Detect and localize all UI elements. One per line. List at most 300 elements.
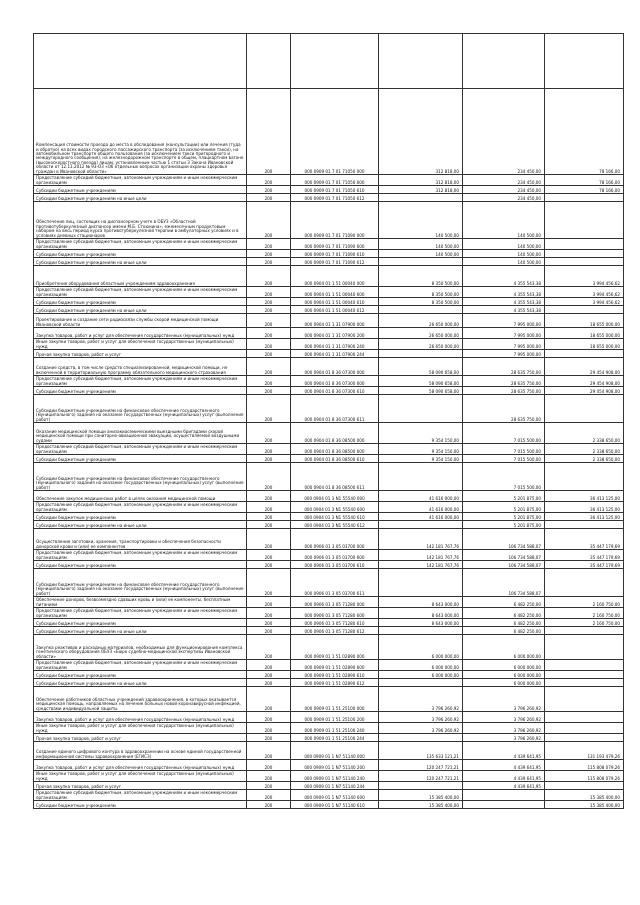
row-remaining-cell [545,395,624,423]
table-row [34,306,624,314]
row-executed-cell: 140 500,00 [463,250,545,258]
row-name-cell: Оказание медицинской помощи анизакиасемическими выездными бригадами скорой медицинской помощи при санитарно-авиационной эвакуации, осуществляемой воздушными судами [34,423,247,444]
row-name-cell: Субсидии бюджетным учреждениям [34,455,247,463]
row-classification-cell: 000 0909 01 7 01 71090 000 [291,202,379,239]
row-executed-cell: 7 995 000,00 [463,328,545,339]
table-row [34,239,624,250]
row-code-cell: 200 [247,529,291,550]
row-amount-cell: 26 650 000,00 [379,339,463,350]
table-row [34,635,624,660]
row-classification-cell: 000 0904 01 1 31 07900 244 [291,350,379,358]
row-classification-cell: 000 0906 01 3 05 03700 611 [291,569,379,597]
row-name-cell: Иные закупки товаров, работ и услуг для обеспечения государственных (муниципальных) нужд [34,771,247,782]
row-remaining-cell: 2 160 750,00 [545,619,624,627]
row-name-cell: Субсидии бюджетным учреждениям на финансовое обеспечение государственного (муниципального) задания на оказание государственных (муниципальных) услуг (выполнение работ) [34,463,247,491]
row-classification-cell: 000 0909 01 1 N7 51140 610 [291,801,379,809]
row-classification-cell: 000 0906 01 3 05 71280 612 [291,627,379,635]
row-remaining-cell: 2 338 650,00 [545,444,624,455]
row-code-cell: 200 [247,298,291,306]
row-code-cell: 200 [247,627,291,635]
row-name-cell: Обеспечение работников областных учреждений здравоохранения, в которых оказывается медицинская помощь, направляемых на лечение больных новой коронавирусной инфекцией, средствами индивидуальной защиты [34,687,247,712]
row-amount-cell: 120 247 721,21 [379,760,463,771]
row-code-cell: 200 [247,790,291,801]
row-executed-cell: 4 355 543,38 [463,287,545,298]
row-amount-cell: 120 247 721,21 [379,771,463,782]
row-name-cell: Предоставление субсидий бюджетным, автономным учреждениям и иным некоммерческим организациям [34,444,247,455]
row-remaining-cell: 78 166,00 [545,89,624,175]
row-executed-cell: 140 500,00 [463,202,545,239]
table-row [34,734,624,742]
row-amount-cell: 6 000 000,00 [379,635,463,660]
row-classification-cell: 000 0904 01 8 36 07300 611 [291,395,379,423]
row-classification-cell: 000 0909 01 1 N7 51140 200 [291,760,379,771]
table-row [34,608,624,619]
row-executed-cell [463,790,545,801]
row-classification-cell: 000 0904 01 1 31 07900 240 [291,339,379,350]
row-executed-cell [463,801,545,809]
row-remaining-cell [545,569,624,597]
table-row [34,194,624,202]
row-amount-cell [379,463,463,491]
row-executed-cell: 234 450,00 [463,194,545,202]
row-classification-cell: 000 0909 01 1 51 02890 610 [291,671,379,679]
header-cell [34,34,247,89]
row-name-cell: Предоставление субсидий бюджетным, автономным учреждениям и иным некоммерческим организациям [34,239,247,250]
row-amount-cell: 26 650 000,00 [379,328,463,339]
row-executed-cell: 106 734 588,07 [463,529,545,550]
row-amount-cell: 41 616 000,00 [379,491,463,502]
row-remaining-cell [545,258,624,266]
row-classification-cell: 000 0906 01 3 05 03700 610 [291,561,379,569]
row-name-cell: Предоставление субсидий бюджетным, автономным учреждениям и иным некоммерческим организациям [34,790,247,801]
row-code-cell: 200 [247,202,291,239]
row-name-cell: Субсидии бюджетным учреждениям на иные цели [34,194,247,202]
row-executed-cell: 28 635 750,00 [463,387,545,395]
row-name-cell: Субсидии бюджетным учреждениям на финансовое обеспечение государственного (муниципального) задания на оказание государственных (муниципальных) услуг (выполнение работ) [34,569,247,597]
row-executed-cell: 5 201 875,00 [463,521,545,529]
row-remaining-cell: 18 655 000,00 [545,328,624,339]
table-row [34,742,624,760]
row-remaining-cell [545,521,624,529]
row-remaining-cell [545,627,624,635]
row-classification-cell: 000 0904 01 8 36 08500 610 [291,455,379,463]
row-amount-cell: 58 090 658,00 [379,387,463,395]
row-amount-cell [379,258,463,266]
row-code-cell: 200 [247,194,291,202]
row-name-cell: Прочая закупка товаров, работ и услуг [34,350,247,358]
row-classification-cell: 000 0904 01 8 36 08500 600 [291,444,379,455]
row-classification-cell: 000 0904 01 3 N1 55540 612 [291,521,379,529]
row-code-cell: 200 [247,712,291,723]
row-amount-cell: 58 090 658,00 [379,376,463,387]
row-code-cell: 200 [247,491,291,502]
row-classification-cell: 000 0904 01 8 36 07300 600 [291,376,379,387]
row-executed-cell: 234 450,00 [463,186,545,194]
row-code-cell: 200 [247,742,291,760]
table-row [34,550,624,561]
row-name-cell: Закупка реактивов и расходных материалов, необходимых для функционирования комплекса генетического оборудования ОБУЗ «Бюро судебно-медицинской экспертизы Ивановской области» [34,635,247,660]
row-remaining-cell [545,239,624,250]
table-row [34,790,624,801]
row-remaining-cell: 115 808 079,26 [545,771,624,782]
row-executed-cell: 6 000 000,00 [463,635,545,660]
row-name-cell: Субсидии бюджетным учреждениям на иные цели [34,627,247,635]
table-row [34,89,624,175]
row-amount-cell: 312 818,00 [379,186,463,194]
row-classification-cell: 000 0909 01 7 01 71090 612 [291,258,379,266]
row-amount-cell [379,395,463,423]
row-remaining-cell [545,350,624,358]
row-code-cell: 200 [247,314,291,328]
row-remaining-cell [545,723,624,734]
row-remaining-cell: 35 447 179,69 [545,550,624,561]
row-executed-cell: 6 000 000,00 [463,660,545,671]
table-row [34,202,624,239]
row-amount-cell: 142 181 767,76 [379,529,463,550]
row-executed-cell: 28 635 750,00 [463,358,545,376]
row-code-cell: 200 [247,561,291,569]
header-cell [379,34,463,89]
row-remaining-cell: 29 454 908,00 [545,358,624,376]
row-amount-cell: 8 643 000,00 [379,597,463,608]
row-remaining-cell: 131 193 479,26 [545,742,624,760]
row-remaining-cell: 115 808 079,26 [545,760,624,771]
table-row [34,266,624,287]
row-name-cell: Осуществление заготовки, хранения, транспортировки и обеспечения безопасности донорской крови и (или) ее компонентов [34,529,247,550]
row-code-cell: 200 [247,760,291,771]
header-cell [545,34,624,89]
row-amount-cell: 140 500,00 [379,250,463,258]
row-code-cell: 200 [247,771,291,782]
row-code-cell: 200 [247,89,291,175]
row-amount-cell: 8 350 500,00 [379,287,463,298]
row-remaining-cell: 78 166,00 [545,175,624,186]
row-name-cell: Субсидии бюджетным учреждениям [34,801,247,809]
row-code-cell: 200 [247,597,291,608]
table-row [34,569,624,597]
row-name-cell: Закупка товаров, работ и услуг для обеспечения государственных (муниципальных) нужд [34,760,247,771]
row-executed-cell: 4 439 641,95 [463,742,545,760]
row-name-cell: Субсидии бюджетным учреждениям [34,186,247,194]
row-name-cell: Субсидии бюджетным учреждениям на иные цели [34,521,247,529]
row-amount-cell [379,350,463,358]
row-code-cell: 200 [247,444,291,455]
row-amount-cell: 58 090 658,00 [379,358,463,376]
row-code-cell: 200 [247,608,291,619]
row-code-cell: 200 [247,660,291,671]
budget-table-body [34,34,624,809]
row-name-cell: Субсидии бюджетным учреждениям [34,387,247,395]
row-classification-cell: 000 0906 01 3 05 71280 610 [291,619,379,627]
row-name-cell: Субсидии бюджетным учреждениям на финансовое обеспечение государственного (муниципального) задания на оказание государственных (муниципальных) услуг (выполнение работ) [34,395,247,423]
table-header-row [34,34,624,89]
table-row [34,529,624,550]
table-row [34,298,624,306]
row-name-cell: Субсидии бюджетным учреждениям [34,561,247,569]
row-executed-cell: 106 734 588,07 [463,561,545,569]
table-row [34,597,624,608]
row-classification-cell: 000 0904 01 8 36 08500 611 [291,463,379,491]
row-amount-cell: 9 354 150,00 [379,455,463,463]
row-amount-cell: 9 354 150,00 [379,444,463,455]
table-row [34,782,624,790]
row-remaining-cell [545,671,624,679]
row-remaining-cell [545,202,624,239]
row-code-cell: 200 [247,455,291,463]
row-executed-cell: 4 355 543,38 [463,266,545,287]
row-code-cell: 200 [247,395,291,423]
row-name-cell: Иные закупки товаров, работ и услуг для обеспечения государственных (муниципальных) нужд [34,339,247,350]
table-row [34,175,624,186]
row-amount-cell [379,194,463,202]
row-executed-cell: 3 796 260,92 [463,723,545,734]
row-name-cell: Компенсация стоимости проезда до места в обследования (консультации) или лечения (туда и обратно) на всех видах городского пассажирского транспорта (за исключением такси), на автомобильном транспорте общего пользования (за исключением такси пригородного и междугородного сообщения), на железнодорожном транспорте в общем, плацкартном вагоне (высокоскоростного поезда) лицам, установленным частью 1 статьи 3 Закона Ивановской области от 12.11.2012 № 93-ОЗ «Об отдельных вопросах организации охраны здоровья граждан в Ивановской области» [34,89,247,175]
header-cell [463,34,545,89]
row-executed-cell: 5 201 875,00 [463,502,545,513]
row-executed-cell: 106 734 588,07 [463,550,545,561]
table-row [34,444,624,455]
row-code-cell: 200 [247,521,291,529]
row-remaining-cell [545,463,624,491]
row-executed-cell: 5 201 875,00 [463,491,545,502]
table-row [34,314,624,328]
row-name-cell: Предоставление субсидий бюджетным, автономным учреждениям и иным некоммерческим организациям [34,175,247,186]
table-row [34,287,624,298]
row-executed-cell: 3 796 260,92 [463,734,545,742]
row-code-cell: 200 [247,239,291,250]
table-row [34,627,624,635]
row-code-cell: 200 [247,569,291,597]
table-row [34,250,624,258]
row-executed-cell: 7 995 000,00 [463,314,545,328]
row-remaining-cell: 2 160 750,00 [545,608,624,619]
row-code-cell: 200 [247,723,291,734]
row-remaining-cell [545,712,624,723]
header-cell [247,34,291,89]
row-classification-cell: 000 0904 01 1 51 00040 000 [291,266,379,287]
row-executed-cell: 6 000 000,00 [463,679,545,687]
row-executed-cell: 7 015 500,00 [463,444,545,455]
row-amount-cell [379,782,463,790]
row-name-cell: Приобретение оборудования областным учреждениям здравоохранения [34,266,247,287]
row-remaining-cell: 35 447 179,69 [545,529,624,550]
row-remaining-cell: 29 454 908,00 [545,387,624,395]
row-classification-cell: 000 0904 01 3 N1 55540 600 [291,502,379,513]
table-row [34,801,624,809]
table-row [34,723,624,734]
row-remaining-cell [545,194,624,202]
row-remaining-cell: 18 655 000,00 [545,339,624,350]
row-classification-cell: 000 0909 01 1 N7 51140 240 [291,771,379,782]
row-classification-cell: 000 0904 01 1 51 00040 600 [291,287,379,298]
row-name-cell: Субсидии бюджетным учреждениям [34,298,247,306]
row-code-cell: 200 [247,250,291,258]
row-code-cell: 200 [247,358,291,376]
row-name-cell: Предоставление субсидий бюджетным, автономным учреждениям и иным некоммерческим организациям [34,608,247,619]
row-name-cell: Создание средств, в том числе средств специализированной, медицинской помощи, не включенной в территориальную программу обязательного медицинского страхования [34,358,247,376]
row-amount-cell: 6 000 000,00 [379,660,463,671]
row-classification-cell: 000 0909 01 7 01 71050 610 [291,186,379,194]
row-code-cell: 200 [247,339,291,350]
row-executed-cell: 7 995 000,00 [463,339,545,350]
row-name-cell: Субсидии бюджетным учреждениям [34,671,247,679]
row-classification-cell: 000 0904 01 1 31 07900 000 [291,314,379,328]
table-row [34,387,624,395]
table-row [34,521,624,529]
row-executed-cell: 4 439 641,95 [463,760,545,771]
row-name-cell: Предоставление субсидий бюджетным, автономным учреждениям и иным некоммерческим организациям [34,287,247,298]
row-classification-cell: 000 0909 01 1 51 02890 600 [291,660,379,671]
row-executed-cell: 28 635 750,00 [463,376,545,387]
row-code-cell: 200 [247,266,291,287]
row-executed-cell: 4 355 543,38 [463,298,545,306]
row-amount-cell: 312 818,00 [379,175,463,186]
row-classification-cell: 000 0904 01 8 36 07300 610 [291,387,379,395]
row-classification-cell: 000 0909 01 7 01 71050 000 [291,89,379,175]
row-amount-cell: 8 643 000,00 [379,608,463,619]
row-classification-cell: 000 0909 01 7 01 71050 612 [291,194,379,202]
row-name-cell: Обеспечение доноров, безвозмездно сдавших кровь и (или) ее компоненты, бесплатным питанием [34,597,247,608]
row-code-cell: 200 [247,287,291,298]
row-remaining-cell: 3 994 456,62 [545,266,624,287]
table-row [34,186,624,194]
table-row [34,258,624,266]
row-code-cell: 200 [247,328,291,339]
row-classification-cell: 000 0906 01 3 05 71280 600 [291,608,379,619]
row-remaining-cell: 15 385 400,00 [545,790,624,801]
table-row [34,561,624,569]
row-remaining-cell [545,734,624,742]
row-classification-cell: 000 0909 01 1 N7 51140 244 [291,782,379,790]
table-row [34,660,624,671]
row-amount-cell: 3 796 260,92 [379,723,463,734]
row-amount-cell: 140 500,00 [379,239,463,250]
row-remaining-cell: 2 338 650,00 [545,423,624,444]
table-row [34,339,624,350]
row-executed-cell: 6 482 250,00 [463,627,545,635]
row-executed-cell: 234 450,00 [463,89,545,175]
row-code-cell: 200 [247,423,291,444]
row-classification-cell: 000 0909 01 1 51 25100 240 [291,723,379,734]
row-classification-cell: 000 0909 01 1 N7 51140 600 [291,790,379,801]
table-row [34,712,624,723]
row-name-cell: Субсидии бюджетным учреждениям [34,619,247,627]
table-row [34,491,624,502]
row-executed-cell: 234 450,00 [463,175,545,186]
table-row [34,395,624,423]
row-code-cell: 200 [247,734,291,742]
table-row [34,679,624,687]
row-classification-cell: 000 0909 01 1 N7 51140 000 [291,742,379,760]
row-amount-cell: 3 796 260,92 [379,712,463,723]
row-amount-cell: 142 181 767,76 [379,561,463,569]
header-cell [291,34,379,89]
row-classification-cell: 000 0906 01 3 05 03700 600 [291,550,379,561]
row-remaining-cell: 3 994 456,62 [545,298,624,306]
row-code-cell: 200 [247,502,291,513]
row-name-cell: Субсидии бюджетным учреждениям [34,513,247,521]
row-code-cell: 200 [247,635,291,660]
row-classification-cell: 000 0904 01 3 N1 55540 610 [291,513,379,521]
row-classification-cell: 000 0909 01 7 01 71050 600 [291,175,379,186]
row-classification-cell: 000 0909 01 1 51 25100 200 [291,712,379,723]
table-row [34,358,624,376]
row-remaining-cell: 36 413 125,00 [545,502,624,513]
row-executed-cell: 4 439 641,95 [463,771,545,782]
row-executed-cell: 28 635 750,00 [463,395,545,423]
row-classification-cell: 000 0906 01 3 05 03700 000 [291,529,379,550]
row-remaining-cell: 3 994 456,62 [545,287,624,298]
row-name-cell: Иные закупки товаров, работ и услуг для обеспечения государственных (муниципальных) нужд [34,723,247,734]
row-remaining-cell: 2 338 650,00 [545,455,624,463]
row-executed-cell: 3 796 260,92 [463,712,545,723]
row-code-cell: 200 [247,387,291,395]
row-executed-cell: 140 500,00 [463,258,545,266]
row-amount-cell: 8 643 000,00 [379,619,463,627]
row-classification-cell: 000 0904 01 1 31 07900 200 [291,328,379,339]
row-classification-cell: 000 0909 01 1 51 02890 000 [291,635,379,660]
table-row [34,619,624,627]
row-name-cell: Создание единого цифрового контура в здравоохранении на основе единой государственной информационной системы здравоохранения (ЕГИСЗ) [34,742,247,760]
row-code-cell: 200 [247,671,291,679]
table-row [34,502,624,513]
row-remaining-cell [545,679,624,687]
table-row [34,350,624,358]
row-amount-cell: 41 616 000,00 [379,502,463,513]
row-executed-cell: 7 995 000,00 [463,350,545,358]
row-remaining-cell: 78 166,00 [545,186,624,194]
row-name-cell: Прочая закупка товаров, работ и услуг [34,734,247,742]
row-amount-cell [379,306,463,314]
row-remaining-cell: 36 413 125,00 [545,491,624,502]
row-remaining-cell: 29 454 908,00 [545,376,624,387]
row-executed-cell: 4 439 641,95 [463,782,545,790]
row-executed-cell: 140 500,00 [463,239,545,250]
row-amount-cell [379,521,463,529]
row-name-cell: Предоставление субсидий бюджетным, автономным учреждениям и иным некоммерческим организациям [34,660,247,671]
row-name-cell: Обеспечение закупок медицинских работ в целях оказания медицинской помощи [34,491,247,502]
row-name-cell: Обеспечение лиц, состоящих на диспансерном учете в ОБУЗ «Областной противотуберкулезный диспансер имени М.Б. Стоюнина», ежемесячным продуктовым набором на весь период курса противотуберкулезной терапии в амбулаторных условиях и в условиях дневных стационаров [34,202,247,239]
row-code-cell: 200 [247,258,291,266]
row-classification-cell: 000 0909 01 1 51 02890 612 [291,679,379,687]
row-name-cell: Субсидии бюджетным учреждениям на иные цели [34,306,247,314]
table-row [34,328,624,339]
row-classification-cell: 000 0904 01 8 36 08500 000 [291,423,379,444]
row-amount-cell: 8 350 500,00 [379,266,463,287]
table-row [34,463,624,491]
row-executed-cell: 106 734 588,07 [463,569,545,597]
row-amount-cell [379,679,463,687]
row-code-cell: 200 [247,175,291,186]
row-classification-cell: 000 0904 01 3 N1 55540 000 [291,491,379,502]
row-code-cell: 200 [247,186,291,194]
row-executed-cell: 4 355 543,38 [463,306,545,314]
row-code-cell: 200 [247,782,291,790]
row-amount-cell [379,734,463,742]
row-name-cell: Субсидии бюджетным учреждениям на иные цели [34,679,247,687]
row-remaining-cell [545,782,624,790]
row-amount-cell: 135 633 121,21 [379,742,463,760]
row-code-cell: 200 [247,619,291,627]
row-amount-cell: 15 385 400,00 [379,790,463,801]
table-row [34,760,624,771]
table-row [34,423,624,444]
row-amount-cell: 312 818,00 [379,89,463,175]
row-amount-cell: 3 796 260,92 [379,687,463,712]
row-remaining-cell: 35 447 179,69 [545,561,624,569]
row-executed-cell: 7 015 500,00 [463,455,545,463]
row-name-cell: Субсидии бюджетным учреждениям на иные цели [34,258,247,266]
